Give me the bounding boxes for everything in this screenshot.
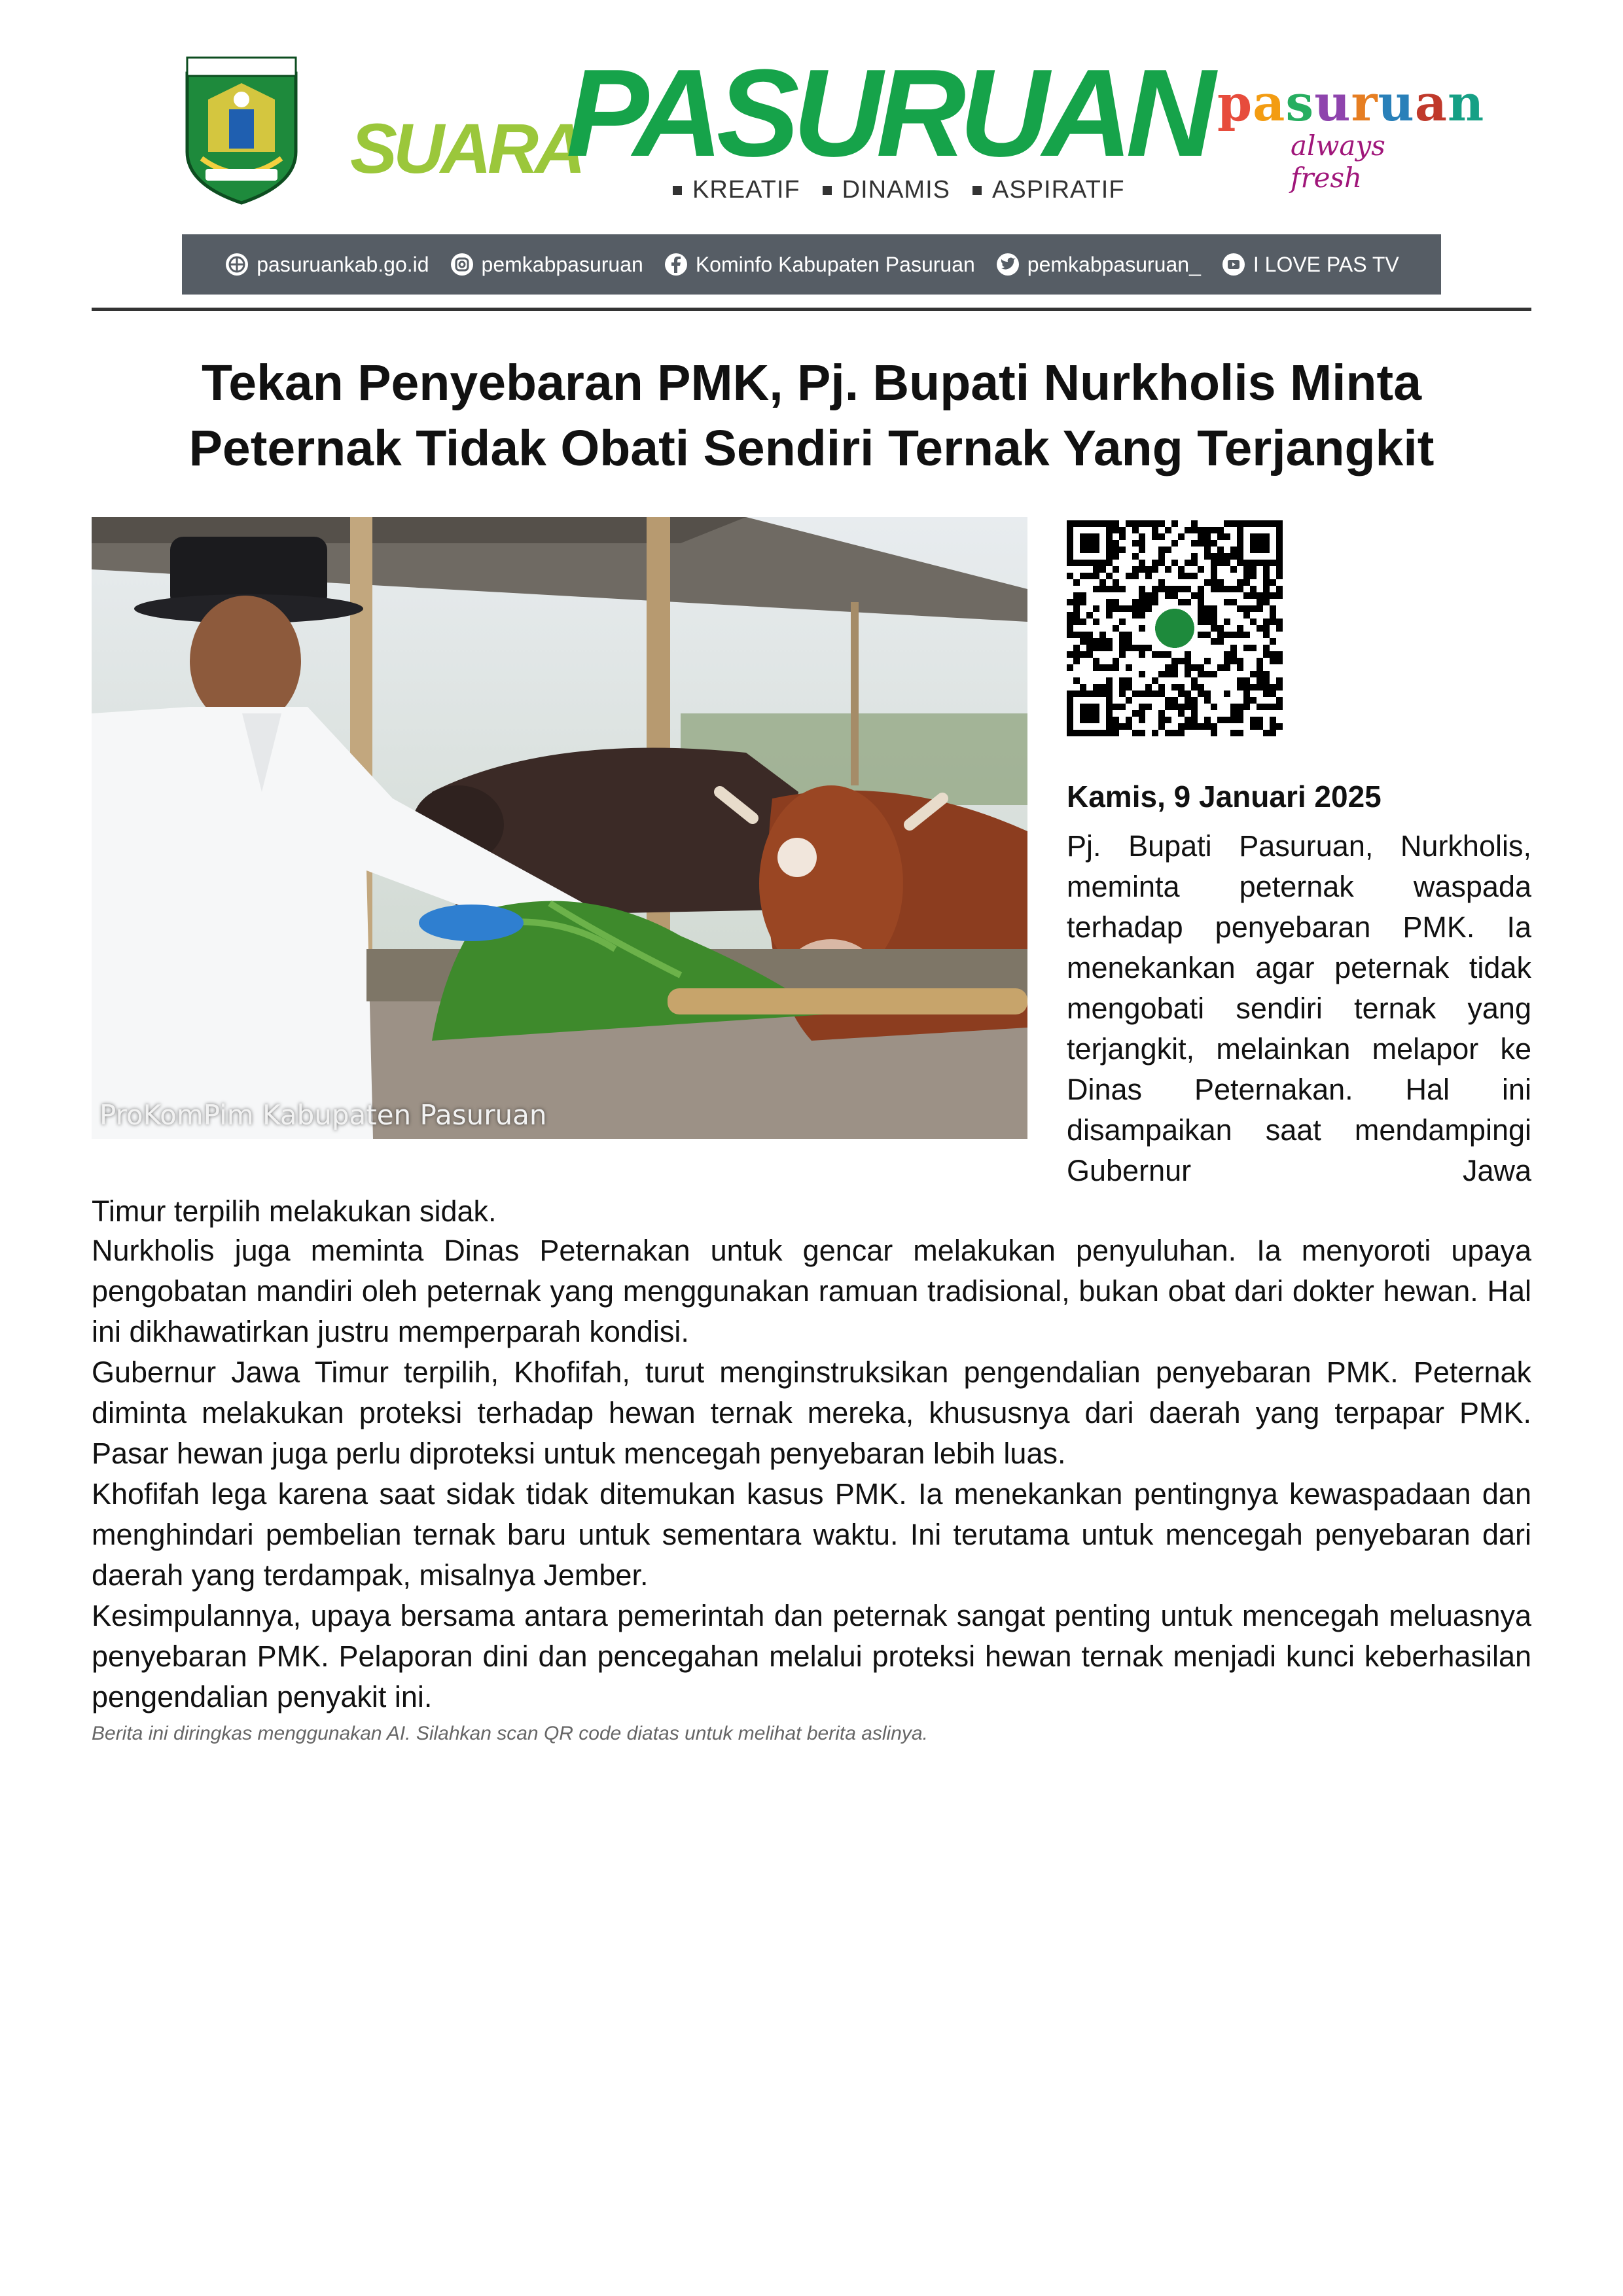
facebook-icon bbox=[663, 251, 689, 278]
regency-crest-logo bbox=[182, 54, 301, 206]
article-body bbox=[92, 1230, 1531, 1717]
header-divider bbox=[92, 308, 1531, 311]
social-link-tv[interactable]: I LOVE PAS TV bbox=[1221, 251, 1399, 278]
article-paragraph: Kesimpulannya, upaya bersama antara pemerintah dan peternak sangat penting untuk mencegah meluasnya penyebaran PMK. Pelaporan dini dan pencegahan melalui proteksi hewan ternak menjadi kunci keberhasilan pengendalian penyakit ini. bbox=[92, 1599, 1531, 1713]
masthead-brand bbox=[350, 44, 1209, 188]
tagline-item: ASPIRATIF bbox=[972, 176, 1125, 204]
tourism-logo bbox=[1217, 74, 1485, 194]
globe-icon bbox=[224, 251, 250, 278]
article-date: Kamis, 9 Januari 2025 bbox=[1067, 780, 1382, 814]
tagline-item: KREATIF bbox=[673, 176, 800, 204]
social-link-twitter[interactable]: pemkabpasuruan_ bbox=[995, 251, 1201, 278]
social-link-facebook[interactable]: Kominfo Kabupaten Pasuruan bbox=[663, 251, 975, 278]
article-title: Tekan Penyebaran PMK, Pj. Bupati Nurkholis Minta Peternak Tidak Obati Sendiri Ternak Yang Terjangkit bbox=[188, 355, 1435, 476]
tv-icon bbox=[1221, 251, 1247, 278]
instagram-icon bbox=[449, 251, 475, 278]
social-links-bar bbox=[182, 234, 1441, 295]
article-lead-continuation: Timur terpilih melakukan sidak. bbox=[92, 1194, 497, 1228]
article-paragraph: Gubernur Jawa Timur terpilih, Khofifah, turut menginstruksikan pengendalian penyebaran PMK. Peternak diminta melakukan proteksi terhadap hewan ternak mereka, khususnya dari daerah yang terpapar PMK. Pasar hewan juga perlu diproteksi untuk mencegah penyebaran lebih luas. bbox=[92, 1355, 1531, 1470]
tagline-item: DINAMIS bbox=[823, 176, 950, 204]
ai-summary-footnote: Berita ini diringkas menggunakan AI. Silahkan scan QR code diatas untuk melihat berita aslinya. bbox=[92, 1723, 928, 1744]
tourism-wordmark: pasuruan bbox=[1217, 74, 1485, 132]
photo-credit: ProKomPim Kabupaten Pasuruan bbox=[99, 1099, 547, 1131]
article-paragraph: Nurkholis juga meminta Dinas Peternakan untuk gencar melakukan penyuluhan. Ia menyoroti upaya pengobatan mandiri oleh peternak yang menggunakan ramuan tradisional, bukan obat dari dokter hewan. Hal ini dikhawatirkan justru memperparah kondisi. bbox=[92, 1234, 1531, 1348]
twitter-icon bbox=[995, 251, 1021, 278]
qr-code-image bbox=[1067, 520, 1283, 736]
tagline bbox=[673, 175, 1125, 204]
social-link-website[interactable]: pasuruankab.go.id bbox=[224, 251, 429, 278]
article-photo bbox=[92, 517, 1027, 1139]
square-bullet-icon bbox=[823, 186, 832, 195]
square-bullet-icon bbox=[972, 186, 982, 195]
social-link-instagram[interactable]: pemkabpasuruan bbox=[449, 251, 643, 278]
article-paragraph: Khofifah lega karena saat sidak tidak ditemukan kasus PMK. Ia menekankan pentingnya kewaspadaan dan menghindari pembelian ternak baru untuk sementara waktu. Ini terutama untuk mencegah penyebaran dari daerah yang terdampak, misalnya Jember. bbox=[92, 1477, 1531, 1592]
tourism-slogan: always fresh bbox=[1291, 130, 1385, 194]
brand-main: PASURUAN bbox=[566, 44, 1209, 183]
qr-code[interactable] bbox=[1067, 520, 1283, 736]
article-lead: Pj. Bupati Pasuruan, Nurkholis, meminta peternak waspada terhadap penyebaran PMK. Ia menekankan agar peternak tidak mengobati sendiri ternak yang terjangkit, melainkan melapor ke Dinas Peternakan. Hal ini disampaikan saat mendampingi Gubernur Jawa bbox=[1067, 829, 1531, 1187]
brand-prefix: SUARA bbox=[350, 109, 582, 188]
square-bullet-icon bbox=[673, 186, 682, 195]
